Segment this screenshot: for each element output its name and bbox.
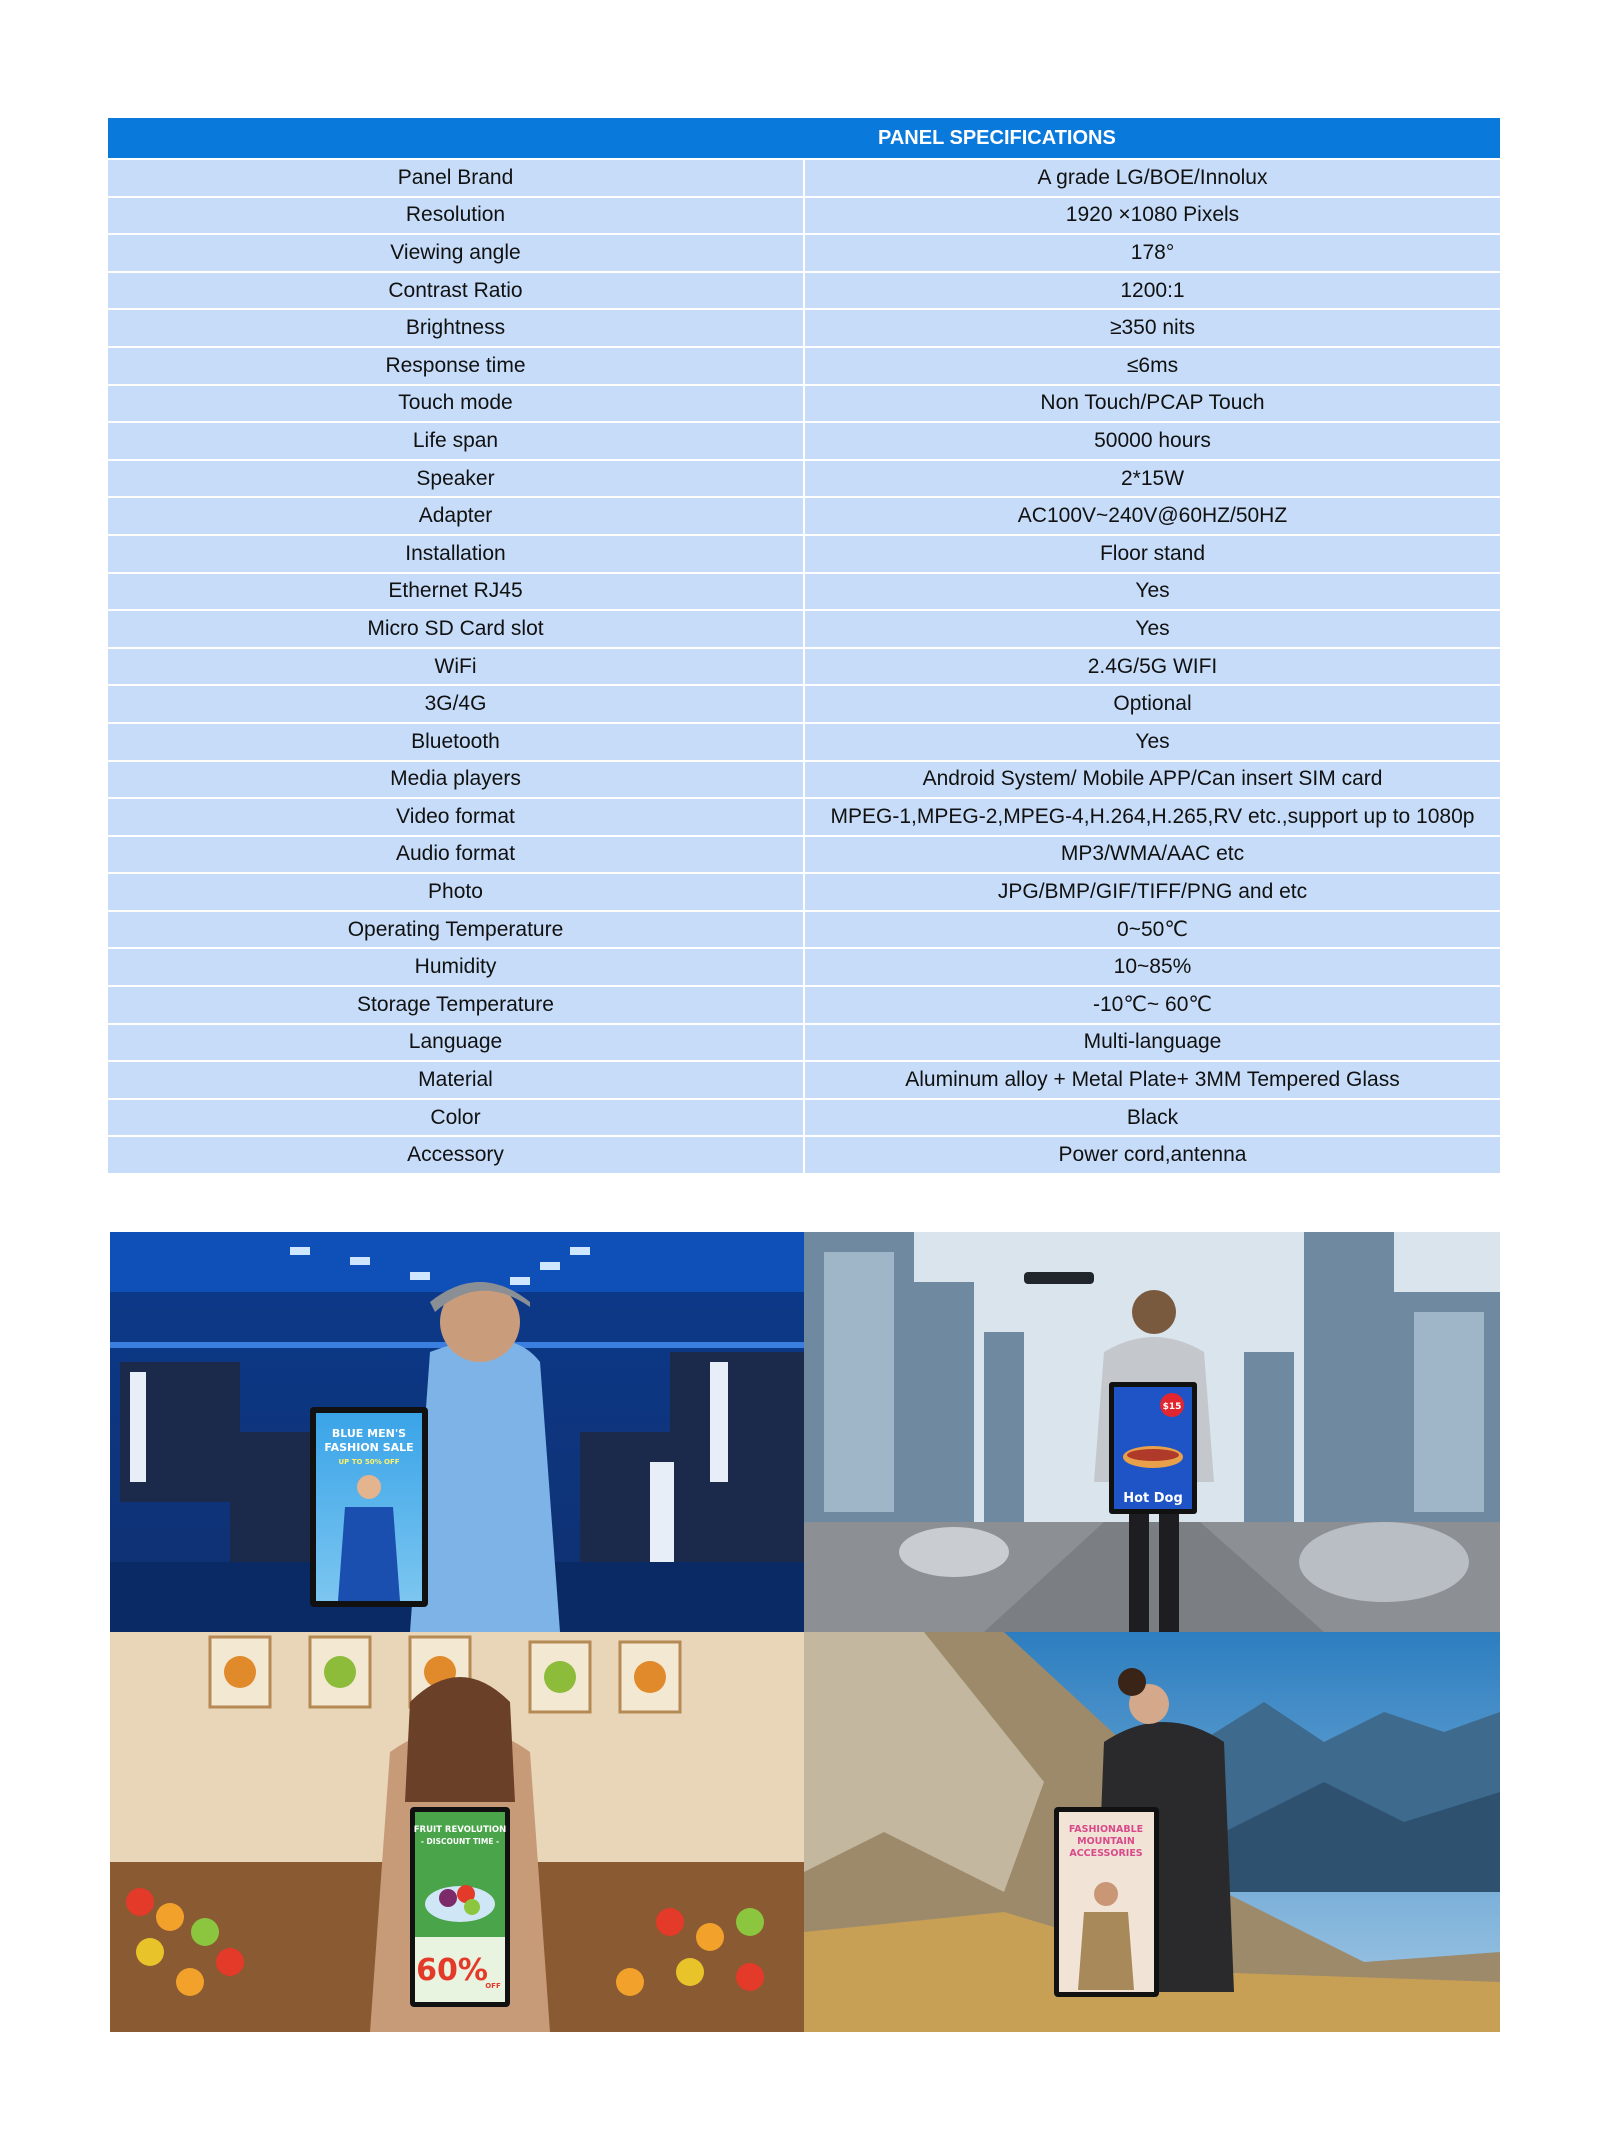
spec-row xyxy=(108,159,1500,197)
spec-row xyxy=(108,535,1500,573)
spec-key: WiFi xyxy=(108,648,804,686)
market-screen-discount: 60% xyxy=(416,1953,488,1988)
photo-fashion-store xyxy=(110,1232,804,1632)
spec-row xyxy=(108,309,1500,347)
spec-key: Audio format xyxy=(108,836,804,874)
spec-value: Yes xyxy=(804,573,1500,611)
spec-row xyxy=(108,761,1500,799)
spec-key: Language xyxy=(108,1024,804,1062)
mountain-screen-line1: FASHIONABLE xyxy=(1068,1824,1144,1835)
mountain-screen-line3: ACCESSORIES xyxy=(1069,1848,1143,1859)
spec-value: Black xyxy=(804,1099,1500,1137)
spec-key: Bluetooth xyxy=(108,723,804,761)
fashion-screen-line3: UP TO 50% OFF xyxy=(338,1458,400,1466)
spec-row xyxy=(108,347,1500,385)
fashion-screen-line1: BLUE MEN'S xyxy=(331,1427,407,1440)
spec-key: Response time xyxy=(108,347,804,385)
spec-row xyxy=(108,685,1500,723)
spec-row xyxy=(108,723,1500,761)
spec-value: 1200:1 xyxy=(804,272,1500,310)
spec-value: JPG/BMP/GIF/TIFF/PNG and etc xyxy=(804,873,1500,911)
spec-key: Storage Temperature xyxy=(108,986,804,1024)
spec-value: 178° xyxy=(804,234,1500,272)
spec-row xyxy=(108,911,1500,949)
market-screen-line1: FRUIT REVOLUTION xyxy=(413,1825,507,1835)
spec-key: Ethernet RJ45 xyxy=(108,573,804,611)
street-screen-price: $15 xyxy=(1162,1402,1182,1412)
spec-value: Power cord,antenna xyxy=(804,1136,1500,1173)
spec-key: Installation xyxy=(108,535,804,573)
spec-row xyxy=(108,648,1500,686)
spec-value: 2*15W xyxy=(804,460,1500,498)
spec-key: Accessory xyxy=(108,1136,804,1173)
spec-row xyxy=(108,385,1500,423)
spec-value: MP3/WMA/AAC etc xyxy=(804,836,1500,874)
spec-key: Operating Temperature xyxy=(108,911,804,949)
spec-key: Color xyxy=(108,1099,804,1137)
spec-key: Brightness xyxy=(108,309,804,347)
spec-key: Contrast Ratio xyxy=(108,272,804,310)
table-header xyxy=(108,118,1500,159)
mountain-screen-line2: MOUNTAIN xyxy=(1077,1836,1135,1847)
spec-value: Yes xyxy=(804,610,1500,648)
spec-key: Photo xyxy=(108,873,804,911)
spec-key: Life span xyxy=(108,422,804,460)
spec-value: 1920 ×1080 Pixels xyxy=(804,197,1500,235)
spec-value: A grade LG/BOE/Innolux xyxy=(804,159,1500,197)
spec-value: Floor stand xyxy=(804,535,1500,573)
spec-row xyxy=(108,234,1500,272)
spec-row xyxy=(108,948,1500,986)
spec-key: Speaker xyxy=(108,460,804,498)
spec-key: Humidity xyxy=(108,948,804,986)
spec-key: Viewing angle xyxy=(108,234,804,272)
spec-row xyxy=(108,460,1500,498)
spec-value: Non Touch/PCAP Touch xyxy=(804,385,1500,423)
spec-key: Touch mode xyxy=(108,385,804,423)
spec-row xyxy=(108,1099,1500,1137)
spec-row xyxy=(108,272,1500,310)
spec-row xyxy=(108,798,1500,836)
spec-row xyxy=(108,836,1500,874)
street-screen-label: Hot Dog xyxy=(1123,1491,1183,1506)
spec-value: Yes xyxy=(804,723,1500,761)
spec-key: 3G/4G xyxy=(108,685,804,723)
spec-value: Aluminum alloy + Metal Plate+ 3MM Tempered Glass xyxy=(804,1061,1500,1099)
photo-fruit-market xyxy=(110,1632,804,2032)
spec-row xyxy=(108,873,1500,911)
spec-value: Optional xyxy=(804,685,1500,723)
market-screen-off: OFF xyxy=(485,1982,501,1990)
spec-value: MPEG-1,MPEG-2,MPEG-4,H.264,H.265,RV etc.,support up to 1080p xyxy=(804,798,1500,836)
spec-value: AC100V~240V@60HZ/50HZ xyxy=(804,497,1500,535)
spec-value: Multi-language xyxy=(804,1024,1500,1062)
spec-row xyxy=(108,1061,1500,1099)
panel-specifications-table xyxy=(108,118,1500,1173)
spec-row xyxy=(108,986,1500,1024)
spec-value: 10~85% xyxy=(804,948,1500,986)
spec-value: 2.4G/5G WIFI xyxy=(804,648,1500,686)
spec-key: Video format xyxy=(108,798,804,836)
market-screen-line2: - DISCOUNT TIME - xyxy=(420,1837,500,1846)
spec-row xyxy=(108,1136,1500,1173)
spec-key: Media players xyxy=(108,761,804,799)
table-header-label: PANEL SPECIFICATIONS xyxy=(878,126,1116,149)
spec-value: 0~50℃ xyxy=(804,911,1500,949)
spec-key: Micro SD Card slot xyxy=(108,610,804,648)
spec-key: Resolution xyxy=(108,197,804,235)
spec-key: Material xyxy=(108,1061,804,1099)
fashion-screen-line2: FASHION SALE xyxy=(324,1441,414,1454)
spec-value: Android System/ Mobile APP/Can insert SIM card xyxy=(804,761,1500,799)
spec-row xyxy=(108,497,1500,535)
spec-value: -10℃~ 60℃ xyxy=(804,986,1500,1024)
spec-row xyxy=(108,422,1500,460)
spec-key: Adapter xyxy=(108,497,804,535)
spec-value: 50000 hours xyxy=(804,422,1500,460)
spec-row xyxy=(108,610,1500,648)
spec-value: ≤6ms xyxy=(804,347,1500,385)
usage-photo-gallery xyxy=(110,1232,1500,2032)
spec-row xyxy=(108,197,1500,235)
spec-value: ≥350 nits xyxy=(804,309,1500,347)
photo-city-street xyxy=(804,1232,1500,1632)
spec-row xyxy=(108,573,1500,611)
spec-key: Panel Brand xyxy=(108,159,804,197)
spec-row xyxy=(108,1024,1500,1062)
photo-mountain-hike xyxy=(804,1632,1500,2032)
